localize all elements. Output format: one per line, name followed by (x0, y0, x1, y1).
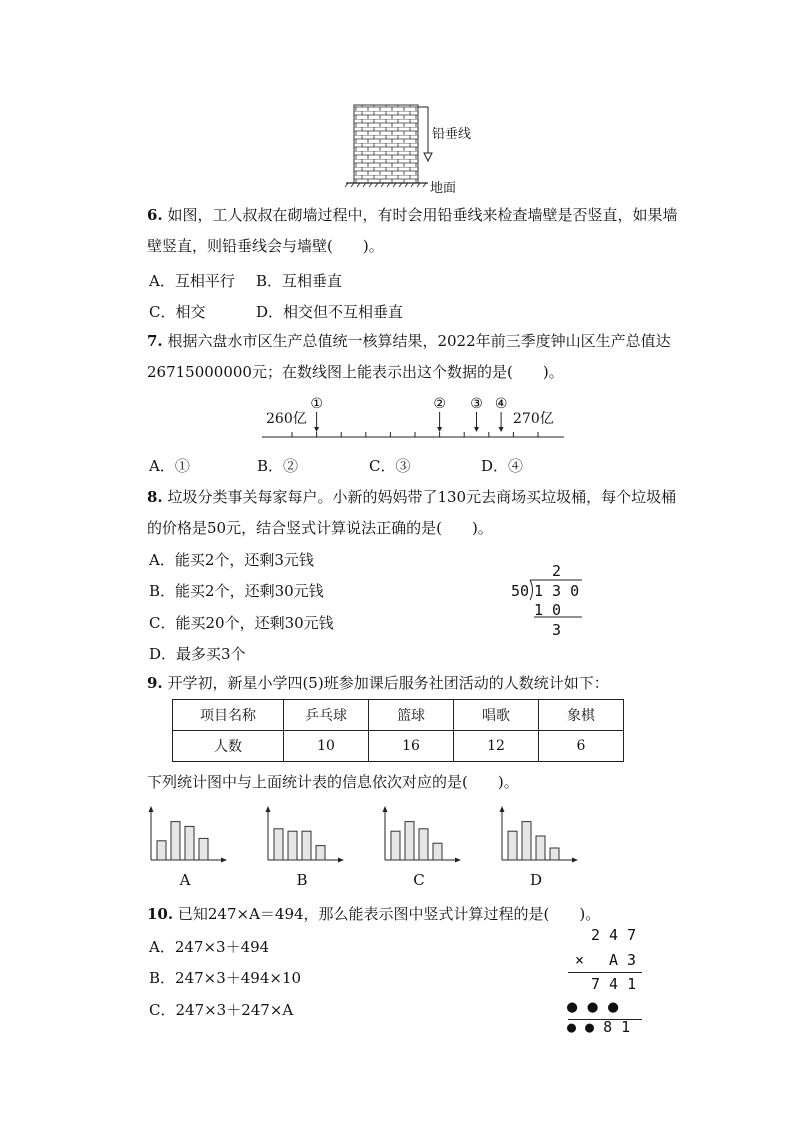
table-header-cell: 唱歌 (454, 700, 539, 731)
q8-option-c[interactable]: C．能买20个，还剩30元钱 (149, 614, 334, 632)
table-header-cell: 项目名称 (173, 700, 284, 731)
division-product: 1 0 (534, 601, 562, 619)
number-line-arrowhead (499, 427, 504, 432)
q8-option-a[interactable]: A．能买2个，还剩3元钱 (149, 551, 314, 569)
division-quotient: 2 (552, 562, 562, 580)
q10-option-b[interactable]: B．247×3＋494×10 (149, 969, 302, 987)
question-number: 6. (147, 206, 163, 224)
question-9 (147, 668, 687, 699)
chart-bar (185, 826, 194, 860)
table-cell: 10 (284, 731, 369, 762)
q10-option-a[interactable]: A．247×3＋494 (149, 938, 270, 956)
plumb-bob (424, 153, 432, 161)
q8-option-d[interactable]: D．最多买3个 (149, 645, 246, 663)
number-line-arrowhead (314, 427, 319, 432)
chart-bar (391, 831, 400, 860)
question-text: 开学初，新星小学四(5)班参加课后服务社团活动的人数统计如下： (167, 674, 609, 692)
number-line-marker-label: ④ (494, 396, 508, 412)
mult-line-4: ● ● ● (567, 997, 619, 1017)
chart-x-arrow (455, 858, 461, 863)
chart-bar (316, 846, 325, 860)
number-line-arrowhead (437, 427, 442, 432)
table-row-label: 人数 (173, 731, 284, 762)
activity-table (172, 699, 624, 762)
wall-drawing (344, 103, 484, 195)
chart-label-d[interactable]: D (529, 871, 543, 889)
q6-option-b[interactable]: B．互相垂直 (256, 272, 343, 290)
chart-bar (171, 822, 180, 860)
table-row (173, 731, 624, 762)
mult-line-3: 7 4 1 (591, 975, 637, 993)
chart-label-a[interactable]: A (179, 871, 191, 889)
chart-bar (405, 822, 414, 860)
bar-chart-options (140, 800, 640, 870)
mini-bar-chart[interactable] (149, 806, 228, 863)
q10-option-c[interactable]: C．247×3＋247×A (149, 1001, 294, 1019)
chart-y-arrow (266, 806, 271, 812)
number-line-marker-label: ② (433, 396, 446, 412)
question-text: 根据六盘水市区生产总值统一核算结果，2022年前三季度钟山区生产总值达26715000000元；在数线图上能表示出这个数据的是( )。 (147, 332, 671, 381)
chart-bar (157, 841, 166, 860)
chart-y-arrow (149, 806, 154, 812)
chart-bar (433, 843, 442, 860)
mini-bar-chart[interactable] (500, 806, 579, 863)
question-8 (147, 482, 687, 544)
question-text: 下列统计图中与上面统计表的信息依次对应的是( )。 (147, 773, 519, 791)
wall-figure (344, 103, 484, 195)
table-cell: 12 (454, 731, 539, 762)
mini-bar-chart[interactable] (266, 806, 345, 863)
chart-label-c[interactable]: C (413, 871, 425, 889)
question-number: 7. (147, 332, 163, 350)
division-dividend: 1 3 0 (534, 582, 580, 600)
division-bracket (510, 560, 590, 640)
chart-bar (302, 831, 311, 860)
chart-bar (288, 831, 297, 860)
question-9-prompt (147, 767, 687, 798)
chart-bar (522, 822, 531, 860)
chart-x-arrow (221, 858, 227, 863)
q8-option-b[interactable]: B．能买2个，还剩30元钱 (149, 582, 324, 600)
q6-option-d[interactable]: D．相交但不互相垂直 (256, 303, 404, 321)
q6-option-c[interactable]: C．相交 (149, 303, 206, 321)
table-header-cell: 篮球 (369, 700, 454, 731)
chart-bar (508, 831, 517, 860)
chart-label-b[interactable]: B (296, 871, 308, 889)
mult-rule-1 (568, 972, 642, 973)
question-text: 如图，工人叔叔在砌墙过程中，有时会用铅垂线来检查墙壁是否竖直，如果墙壁竖直，则铅垂线会与墙壁( )。 (147, 206, 678, 255)
chart-y-arrow (383, 806, 388, 812)
chart-bar (274, 829, 283, 860)
chart-bar (419, 829, 428, 860)
question-number: 9. (147, 674, 163, 692)
q7-option-d[interactable]: D．④ (481, 457, 524, 475)
number-line (262, 395, 566, 445)
mult-times: × (575, 951, 585, 969)
mini-bar-chart[interactable] (383, 806, 462, 863)
question-number: 8. (147, 488, 163, 506)
q7-option-b[interactable]: B．② (257, 457, 299, 475)
chart-y-arrow (500, 806, 505, 812)
question-text: 已知247×A＝494，那么能表示图中竖式计算过程的是( )。 (177, 905, 601, 923)
table-header-cell: 乒乓球 (284, 700, 369, 731)
question-number: 10. (147, 905, 174, 923)
q7-option-a[interactable]: A．① (149, 457, 190, 475)
table-header-cell: 象棋 (539, 700, 624, 731)
chart-bar (550, 848, 559, 860)
division-divisor: 50 (511, 582, 530, 600)
mult-line-2: A 3 (609, 951, 637, 969)
vertical-multiplication (566, 926, 646, 1036)
number-line-right-label: 270亿 (513, 411, 554, 427)
question-6 (147, 200, 687, 262)
chart-bar (199, 838, 208, 860)
question-text: 垃圾分类事关每家每户。小新的妈妈带了130元去商场买垃圾桶，每个垃圾桶的价格是50元，结合竖式计算说法正确的是( )。 (147, 488, 677, 537)
table-cell: 16 (369, 731, 454, 762)
q6-option-a[interactable]: A．互相平行 (149, 272, 235, 290)
ground-label: 地面 (430, 181, 457, 196)
number-line-marker-label: ① (310, 396, 323, 412)
chart-bar (536, 836, 545, 860)
chart-x-arrow (572, 858, 578, 863)
brick-wall (354, 105, 418, 183)
number-line-left-label: 260亿 (266, 411, 307, 427)
mult-line-1: 2 4 7 (591, 926, 637, 944)
q7-option-c[interactable]: C．③ (369, 457, 411, 475)
number-line-marker-label: ③ (470, 396, 483, 412)
table-header-row (173, 700, 624, 731)
question-7 (147, 326, 687, 388)
long-division (510, 560, 590, 640)
number-line-arrowhead (474, 427, 479, 432)
table-cell: 6 (539, 731, 624, 762)
division-remainder: 3 (552, 621, 562, 639)
plumb-label: 铅垂线 (432, 127, 472, 142)
mult-line-5: ● ● 8 1 (567, 1018, 631, 1036)
chart-x-arrow (338, 858, 344, 863)
